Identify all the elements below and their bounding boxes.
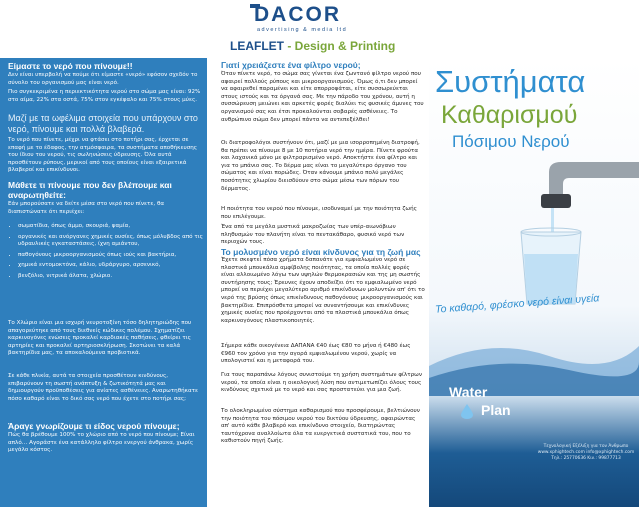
middle-heading-2: Το μολυσμένο νερό είναι κίνδυνος για τη ζωή μας: [221, 247, 421, 257]
left-heading-4: Άραγε γνωρίζουμε τι είδος νερού πίνουμε;: [8, 421, 180, 431]
cover-title-line-2: Καθαρισμού: [441, 101, 578, 129]
left-paragraph-2: Πιο συγκεκριμένα η περιεκτικότητα νερού στο σώμα μας είναι: 92% στο αίμα, 22% στα οστά, 75% στον εγκέφαλο και 75% στους μύες.: [8, 89, 201, 103]
slogan: Το καθαρό, φρέσκο νερό είναι υγεία: [434, 292, 600, 316]
list-item: • παθογόνους μικροοργανισμούς όπως ιούς και βακτήρια,: [18, 252, 203, 260]
header: [0, 0, 639, 58]
left-paragraph-4: Εάν μπορούσατε να δείτε μέσα στο νερό που πίνετε, θα διαπιστώνατε ότι περιέχει:: [8, 201, 165, 215]
contact-web-email: www.xphightech.com info@xphightech.com: [537, 450, 635, 456]
left-paragraph-5: Το Χλώριο είναι μια ισχυρή νευροτοξίνη τόσο δηλητηριώδης που απαγορεύτηκε από τους διεθνείς κώδικες πολέμου. Σχηματίζει καρκινογόνες ενώσεις προκαλεί καρδιακές παθήσεις, φθείρει τις αρτηρίες και προκαλεί αρτηριοσκλήρωση. Σκοτώνει τα καλά βακτηρίδια μας, τα αποκαλούμενα προβιοτικά.: [8, 320, 192, 357]
left-paragraph-3: Το νερό που πίνετε, μέχρι να φτάσει στο ποτήρι σας, έρχεται σε επαφή με το έδαφος, την ατμόσφαιρα, τα συστήματα αποθήκευσης του ίδιου του νερού, τις σωληνώσεις ύδρευσης. Όλα αυτά προσθέτουν ρύπους, μερικοί από τους οποίους είναι εξαιρετικά βλαβεροί και επικίνδυνοι.: [8, 137, 198, 174]
list-item: • σωματίδια, όπως άμμο, σκουριά, ψαμία,: [18, 223, 203, 231]
middle-paragraph-1: Όταν πίνετε νερό, το σώμα σας γίνεται ένα ζωντανό φίλτρο νερού που αφαιρεί πολλούς ρύπους και μικροοργανισμούς. Όμως ό,τι δεν μπορεί να αφαιρεθεί παραμένει και είτε απορροφάται, είτε συσσωρεύεται στους ιστούς και τα όργανά σας. Με την πάροδο του χρόνου, αυτή η συσσώρευση μειώνει και αρκετές φορές διαλύει τις φυσικές άμυνες του οργανισμού σας και έτσι προκαλούνται σοβαρές ασθένειες. Το ανθρώπινο σώμα δεν μπορεί πάντα να αντεπεξέλθει!: [221, 71, 424, 123]
left-paragraph-1: Δεν είναι υπερβολή να πούμε ότι είμαστε «νερό» εφόσον σχεδόν το σύνολο του οργανισμού μας είναι νερό.: [8, 72, 198, 86]
contact-phone: Τηλ.: 25770636 Κιν.: 99877713: [551, 456, 621, 462]
leaflet-subtitle: Design & Printing: [294, 39, 396, 53]
left-panel: [0, 58, 207, 507]
middle-paragraph-4: Ένα από τα μεγάλα μυστικά μακροζωίας των υπέρ-αιωνόβιων πληθυσμών του πλανήτη είναι το πεντακάθαρο, φυσικό νερό των περιοχών τους.: [221, 224, 405, 246]
left-heading-3: Μάθετε τι πίνουμε που δεν βλέπουμε και αναρωτηθείτε:: [8, 180, 172, 200]
right-panel: [429, 58, 639, 507]
middle-panel: [207, 58, 429, 507]
middle-paragraph-8: Το ολοκληρωμένο σύστημα καθαρισμού που προσφέρουμε, βελτιώνουν την ποιότητα του πόσιμου νερού του δικτύου ύδρευσης, αφαιρώντας απ' αυτό κάθε βλαβερό και επικίνδυνο στοιχείο, διατηρώντας ταυτόχρονα αναλλοίωτα όλα τα ευεργετικά συστατικά του, που το καθιστούν πηγή ζωής.: [221, 408, 420, 445]
middle-heading-1: Γιατί χρειάζεστε ένα φίλτρο νερού;: [221, 60, 361, 70]
left-heading-2: Μαζί με τα ωφέλιμα στοιχεία που υπάρχουν στο νερό, πίνουμε και πολλά βλαβερά.: [8, 113, 198, 134]
cover-title-line-1: Συστήματα: [435, 64, 586, 99]
list-item: • οργανικές και ανόργανες χημικές ουσίες, όπως μόλυβδος από τις υδραυλικές εγκαταστάσεις, ίχνη αμιάντου,: [18, 234, 203, 249]
water-drop-icon: [457, 403, 477, 419]
left-paragraph-7: Πώς θα βρέθουμε 100% το χλώριο από το νερό που πίνουμε; Είναι απλό… Αγοράστε ένα κατάλληλο φίλτρο ενεργού άνθρακα, χωρίς μεγάλο κόστος.: [8, 432, 195, 454]
left-paragraph-6: Σε κάθε πλικία, αυτά τα στοιχεία προσθέτουν κινδύνους, επιβαρύνουν τη σωστή ανάπτυξη & ζωτικότητά μας και δημιουργούν προϋποθέσεις για ανίατες ασθένειες. Αναρωτηθήκατε πόσο καθαρό είναι το δικό σας νερό που έχετε στο ποτήρι σας;: [8, 373, 199, 402]
company-logo-sub: advertising & media ltd: [257, 27, 348, 33]
leaflet-separator: -: [284, 39, 295, 53]
brand-word-2: Plan: [481, 402, 511, 418]
leaflet-label: LEAFLET: [230, 39, 284, 53]
cover-title-line-3: Πόσιμου Νερού: [452, 132, 570, 151]
middle-paragraph-5: Έχετε σκεφτεί πόσα χρήματα δαπανάτε για εμφιαλωμένο νερό σε πλαστικά μπουκάλια αμφίβολης ποιότητας, τα οποία πολλές φορές είναι αλλοιωμένο λόγω των υψηλών θερμοκρασιών και της μη σωστής συντήρησης τους; Έρευνες έχουν αποδείξει ότι το εμφιαλωμένο νερό μπορεί να περιέχει μεγαλύτερο αριθμό επικίνδυνων μολυντών απ' ότι το νερό της βρύσης όπως επικίνδυνους παθογόνους μικροοργανισμούς και βακτηρίδια. Επιπρόσθετα μπορεί να συναντήσουμε και επικίνδυνες χημικές ουσίες που προέρχονται από τα πλαστικά μπουκάλια όπως καρκινογόνους πλαστικοποιητές.: [221, 257, 425, 324]
contact-tagline: Τεχνολογική Εξέλιξη για τον Άνθρωπο: [543, 444, 629, 449]
contact-info: [537, 444, 635, 463]
middle-paragraph-7: Για τους παραπάνω λόγους συνιστούμε τη χρήση συστημάτων φίλτρων νερού, τα οποία είναι η οικολογική λύση που αντιμετωπίζει όλους τους κινδύνους σχετικά με το νερό και σας προστατεύει για μια ζωή.: [221, 372, 422, 394]
left-heading-1: Είμαστε το νερό που πίνουμε!!: [8, 61, 133, 71]
company-logo: DACOR: [254, 3, 341, 26]
middle-paragraph-2: Οι διατροφολόγοι συστήνουν ότι, μαζί με μια ισορροπημένη διατροφή, θα πρέπει να πίνουμε 8 με 10 ποτήρια νερό την ημέρα. Πίνετε φρούτα και λαχανικά μόνο με φιλτραρισμένο νερό. Αποκτήστε ένα φίλτρο και για το μπάνιο σας. Το δέρμα μας είναι το μεγαλύτερο όργανο του σώματος και είναι πορώδες. Όταν κάνουμε μπάνιο πολύ μεγάλες ποσότητες χλωρίου διεισδύουν στο σώμα μέσω των πόρων του δέρματος.: [221, 140, 420, 192]
brand-word-1: Water: [449, 384, 488, 400]
middle-paragraph-6: Σήμερα κάθε οικογένεια ΔΑΠΑΝΑ €40 έως €80 το μήνα ή €480 έως €960 τον χρόνο για την αγορά εμφιαλωμένου νερού, χωρίς να υπολογιστεί και η μεταφορά του.: [221, 343, 411, 365]
list-item: • χημικά εντομοκτόνα, κάλιο, υδράργυρο, αρσενικό,: [18, 262, 203, 270]
contaminants-list: [8, 223, 203, 284]
leaflet-heading: [230, 39, 395, 53]
middle-paragraph-3: Η ποιότητα του νερού που πίνουμε, ισοδυναμεί με την ποιότητα ζωής που επιλέγουμε.: [221, 206, 417, 220]
list-item: • βενζόλιο, νιτρικά άλατα, χλώριο.: [18, 273, 203, 281]
